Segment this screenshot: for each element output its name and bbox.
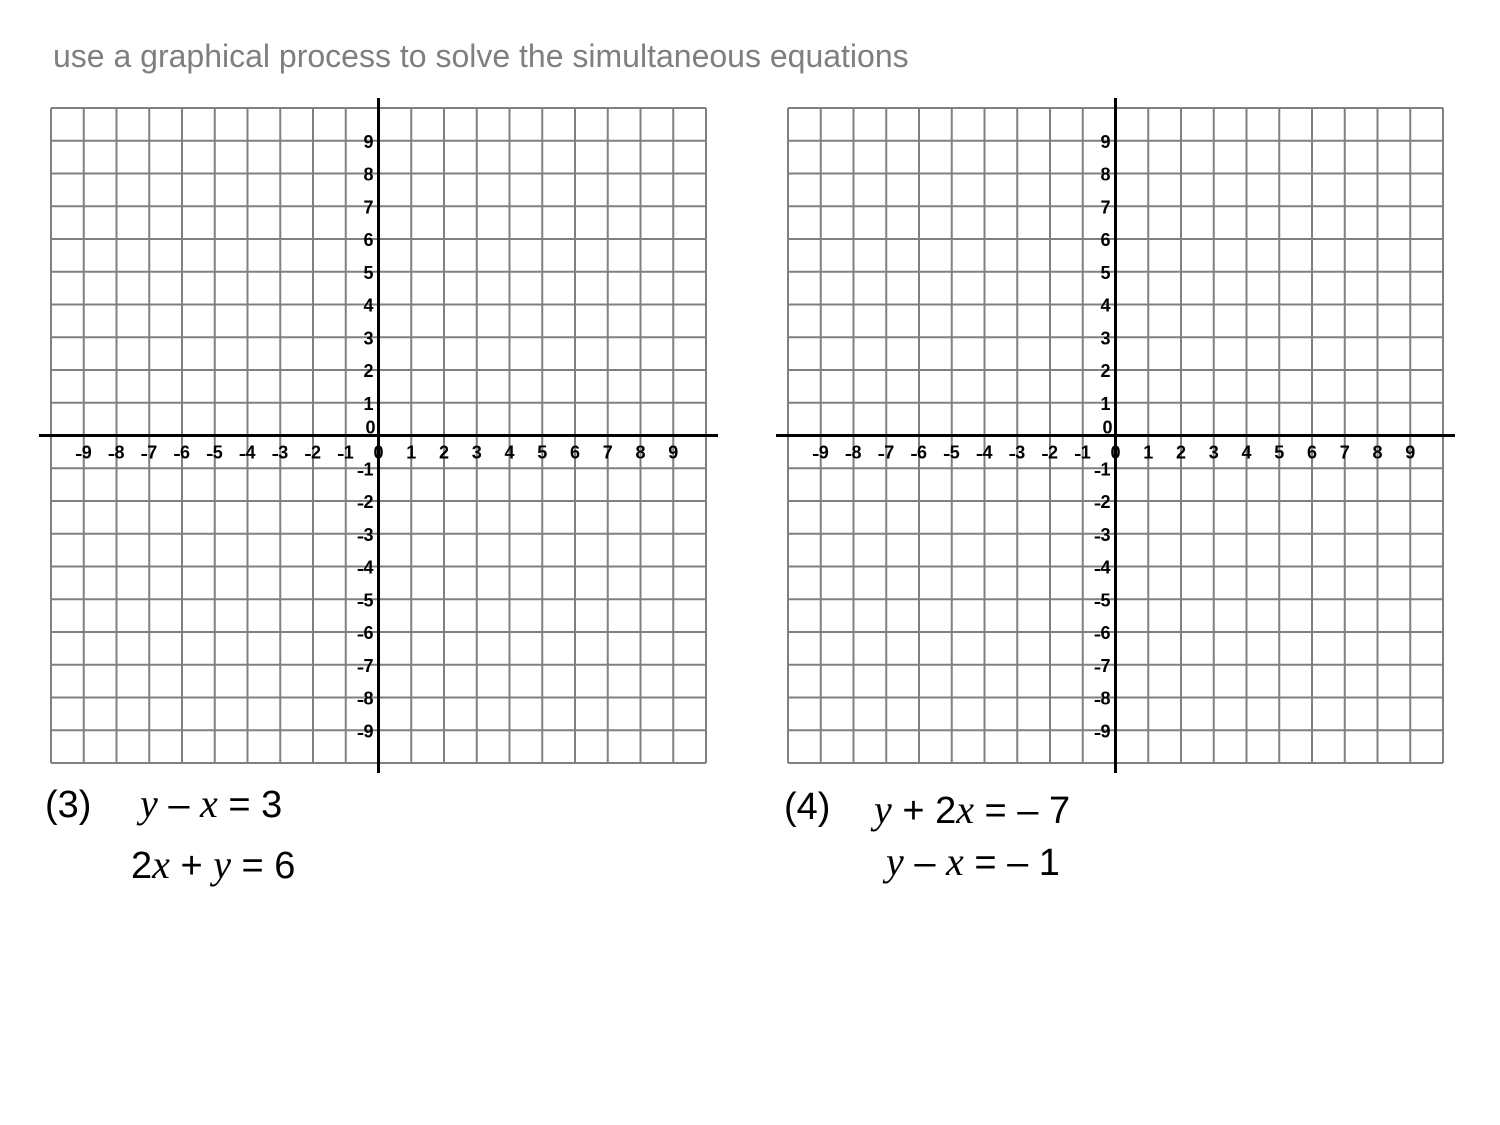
x-tick-label: 0 xyxy=(373,442,384,463)
eq-operator: + 2 xyxy=(891,790,957,832)
problem-3-equation-2 xyxy=(131,842,296,887)
eq-rhs: = 6 xyxy=(230,845,296,887)
x-tick-label: 6 xyxy=(569,442,581,463)
x-tick-label: ˗9 xyxy=(75,442,92,463)
eq-variable: y xyxy=(213,842,231,887)
x-tick-label: 1 xyxy=(1143,442,1154,463)
eq-variable: x xyxy=(956,787,974,832)
x-tick-label: ˗1 xyxy=(1074,442,1091,463)
eq-rhs: = – 1 xyxy=(963,842,1060,884)
y-tick-label: ˗7 xyxy=(357,655,374,676)
x-tick-label: ˗4 xyxy=(976,442,993,463)
y-tick-label: 8 xyxy=(1100,164,1111,185)
y-tick-label: 3 xyxy=(1100,328,1111,349)
y-tick-label: ˗2 xyxy=(357,492,374,512)
y-tick-label: ˗6 xyxy=(1094,623,1111,643)
eq-variable: y xyxy=(140,781,158,826)
y-tick-label: 5 xyxy=(363,262,374,283)
y-tick-label: ˗6 xyxy=(357,623,374,643)
eq-coefficient: 2 xyxy=(131,845,153,887)
x-tick-label: ˗7 xyxy=(878,442,895,463)
x-tick-label: ˗9 xyxy=(812,442,829,463)
x-tick-label: 2 xyxy=(438,442,450,463)
eq-operator: – xyxy=(157,784,201,826)
x-tick-label: ˗6 xyxy=(910,442,928,463)
x-tick-label: 9 xyxy=(668,442,679,463)
y-tick-label: 1 xyxy=(1100,393,1111,414)
problem-4-number: (4) xyxy=(784,786,831,828)
x-tick-label: ˗1 xyxy=(337,442,354,463)
eq-variable: y xyxy=(874,787,892,832)
y-tick-label: ˗5 xyxy=(357,590,374,611)
y-tick-label: 1 xyxy=(363,393,374,414)
y-tick-label: ˗9 xyxy=(1094,721,1111,742)
problem-4-equation-2 xyxy=(886,839,1060,884)
y-tick-label: 6 xyxy=(363,230,374,250)
eq-operator: + xyxy=(169,845,214,887)
y-tick-label: ˗1 xyxy=(357,459,374,480)
y-tick-label: 4 xyxy=(363,295,374,316)
y-tick-label: 7 xyxy=(1100,197,1111,218)
y-tick-label: 0 xyxy=(365,417,376,438)
eq-variable: y xyxy=(886,839,904,884)
x-tick-label: ˗2 xyxy=(304,442,322,463)
x-tick-label: ˗5 xyxy=(943,442,960,463)
x-tick-label: ˗4 xyxy=(239,442,256,463)
x-tick-label: 4 xyxy=(1241,442,1252,463)
x-tick-label: 8 xyxy=(635,442,646,463)
y-tick-label: 2 xyxy=(363,361,374,381)
y-tick-label: ˗9 xyxy=(357,721,374,742)
x-tick-label: 9 xyxy=(1405,442,1416,463)
y-tick-label: ˗1 xyxy=(1094,459,1111,480)
x-tick-label: 0 xyxy=(1110,442,1121,463)
x-tick-label: 5 xyxy=(537,442,548,463)
y-tick-label: 2 xyxy=(1100,361,1111,381)
x-tick-label: ˗6 xyxy=(173,442,191,463)
x-tick-label: 1 xyxy=(406,442,417,463)
instruction-text: use a graphical process to solve the simultaneous equations xyxy=(53,38,909,74)
x-tick-label: 6 xyxy=(1306,442,1318,463)
x-tick-label: 7 xyxy=(602,442,613,463)
y-tick-label: 7 xyxy=(363,197,374,218)
x-tick-label: ˗5 xyxy=(206,442,223,463)
y-tick-label: ˗5 xyxy=(1094,590,1111,611)
eq-variable: x xyxy=(152,842,170,887)
y-tick-label: 8 xyxy=(363,164,374,185)
y-tick-label: 5 xyxy=(1100,262,1111,283)
x-tick-label: 8 xyxy=(1372,442,1383,463)
eq-rhs: = – 7 xyxy=(973,790,1071,832)
y-tick-label: 4 xyxy=(1100,295,1111,316)
y-tick-label: ˗4 xyxy=(357,557,374,578)
x-tick-label: 7 xyxy=(1339,442,1350,463)
y-tick-label: ˗7 xyxy=(1094,655,1111,676)
y-tick-label: ˗3 xyxy=(1094,524,1111,545)
problem-3-equation-1 xyxy=(140,781,283,826)
y-tick-label: ˗8 xyxy=(1094,688,1111,709)
y-tick-label: 6 xyxy=(1100,230,1111,250)
x-tick-label: ˗8 xyxy=(845,442,862,463)
x-tick-label: ˗2 xyxy=(1041,442,1059,463)
y-tick-label: 3 xyxy=(363,328,374,349)
y-tick-label: ˗8 xyxy=(357,688,374,709)
y-tick-label: 0 xyxy=(1102,417,1113,438)
x-tick-label: 4 xyxy=(504,442,515,463)
x-tick-label: 2 xyxy=(1175,442,1187,463)
y-tick-label: 9 xyxy=(1100,131,1111,152)
problem-3-number: (3) xyxy=(45,784,92,826)
x-tick-label: 3 xyxy=(471,442,482,463)
x-tick-label: ˗7 xyxy=(141,442,158,463)
y-tick-label: ˗4 xyxy=(1094,557,1111,578)
x-tick-label: 5 xyxy=(1274,442,1285,463)
eq-variable: x xyxy=(200,781,218,826)
x-tick-label: ˗3 xyxy=(1009,442,1026,463)
eq-operator: – xyxy=(903,842,947,884)
eq-variable: x xyxy=(946,839,964,884)
eq-rhs: = 3 xyxy=(217,784,283,826)
y-tick-label: 9 xyxy=(363,131,374,152)
x-tick-label: ˗8 xyxy=(108,442,125,463)
y-tick-label: ˗3 xyxy=(357,524,374,545)
problem-4-equation-1 xyxy=(874,787,1071,832)
y-tick-label: ˗2 xyxy=(1094,492,1111,512)
x-tick-label: 3 xyxy=(1208,442,1219,463)
x-tick-label: ˗3 xyxy=(272,442,289,463)
